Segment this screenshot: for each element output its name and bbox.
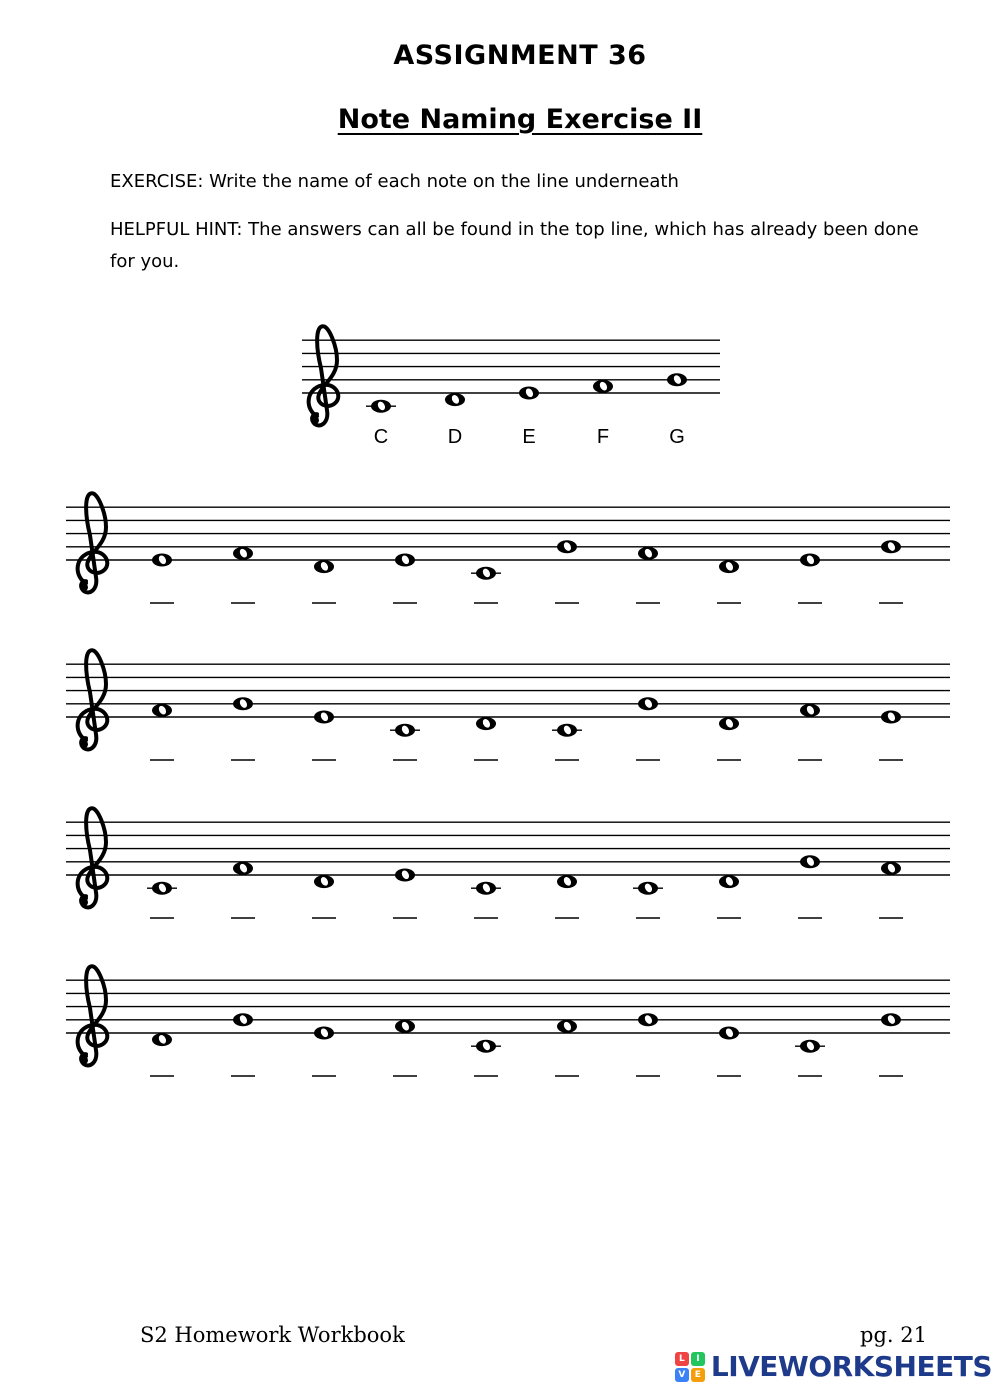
logo-tile: I bbox=[691, 1352, 705, 1366]
note-label: E bbox=[522, 426, 536, 448]
note-label: G bbox=[669, 426, 685, 448]
assignment-title: ASSIGNMENT 36 bbox=[393, 40, 647, 71]
logo-tile: V bbox=[675, 1368, 689, 1382]
exercise-title: Note Naming Exercise II bbox=[337, 104, 703, 135]
brand-name: LIVEWORKSHEETS bbox=[710, 1350, 992, 1383]
liveworksheets-logo-icon bbox=[675, 1352, 705, 1382]
logo-tile: L bbox=[675, 1352, 689, 1366]
note-label: C bbox=[373, 426, 389, 448]
exercise-instruction: EXERCISE: Write the name of each note on the line underneath bbox=[110, 171, 679, 192]
liveworksheets-brand[interactable] bbox=[675, 1350, 992, 1383]
treble-clef-icon bbox=[78, 808, 108, 907]
page-number: pg. 21 bbox=[860, 1323, 927, 1347]
workbook-name: S2 Homework Workbook bbox=[140, 1323, 405, 1347]
treble-clef-icon bbox=[78, 650, 108, 749]
helpful-hint: HELPFUL HINT: The answers can all be found in the top line, which has already been done for you. bbox=[110, 219, 919, 272]
treble-clef-icon bbox=[78, 493, 108, 592]
treble-clef-icon bbox=[78, 966, 108, 1065]
logo-tile: E bbox=[691, 1368, 705, 1382]
note-label: D bbox=[447, 426, 463, 448]
note-label: F bbox=[596, 426, 610, 448]
treble-clef-icon bbox=[309, 326, 339, 425]
